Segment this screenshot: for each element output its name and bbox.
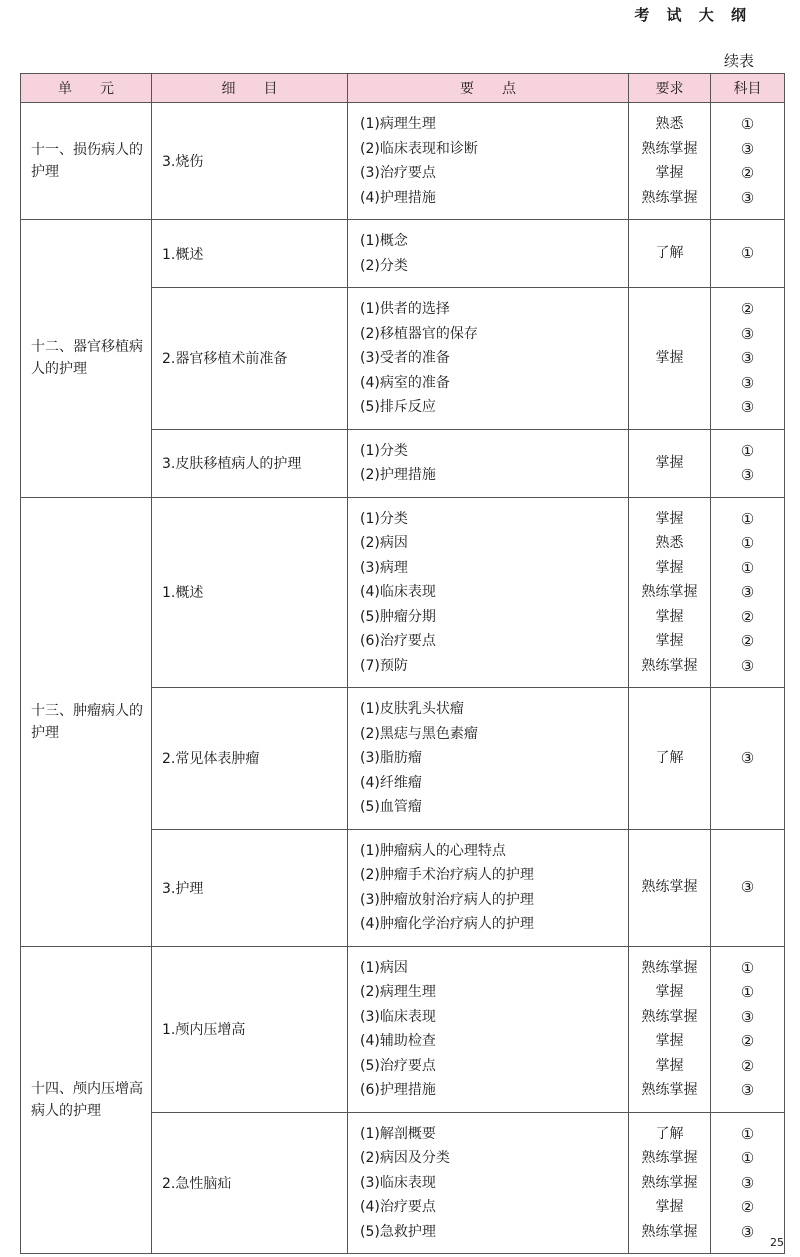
page-number: 25: [770, 1236, 784, 1249]
points-cell-line: (1)解剖概要: [360, 1125, 436, 1142]
points-cell: [348, 1112, 629, 1254]
item-cell: 3.护理: [152, 829, 348, 946]
points-cell-line: (7)预防: [360, 657, 408, 674]
points-cell-line: (5)治疗要点: [360, 1057, 436, 1074]
header-subject: [711, 74, 785, 103]
points-cell-line: (1)病因: [360, 959, 408, 976]
subject-cell: [711, 829, 785, 946]
table-header-row: [21, 74, 785, 103]
subject-cell-line: ①: [740, 534, 755, 552]
header-item: [152, 74, 348, 103]
subject-cell-line: ③: [740, 466, 755, 484]
points-cell: [348, 497, 629, 688]
requirement-cell-line: 熟练掌握: [641, 1082, 698, 1098]
subject-cell-line: ③: [740, 1173, 755, 1192]
subject-cell-line: ①: [740, 509, 755, 528]
table-row: [21, 497, 785, 688]
points-cell-line: (2)病因: [360, 535, 408, 551]
points-cell-line: (1)皮肤乳头状瘤: [360, 701, 464, 717]
subject-cell-line: ③: [740, 373, 755, 392]
points-cell-line: (3)临床表现: [360, 1174, 436, 1191]
requirement-cell-line: 掌握: [655, 559, 684, 576]
points-cell: [348, 829, 629, 946]
requirement-cell-line: 熟练掌握: [641, 959, 698, 976]
requirement-cell: [629, 103, 711, 220]
requirement-cell: [629, 497, 711, 688]
points-cell-line: (3)受者的准备: [360, 350, 450, 366]
subject-cell-line: ③: [740, 656, 755, 675]
unit-cell: 十三、肿瘤病人的护理: [21, 497, 152, 946]
header-item-label: 细 目: [221, 81, 278, 97]
unit-cell: 十一、损伤病人的护理: [21, 103, 152, 220]
header-points: [348, 74, 629, 103]
points-cell-line: (5)排斥反应: [360, 399, 436, 415]
points-cell-line: (3)病理: [360, 559, 408, 576]
points-cell-line: (4)病室的准备: [360, 374, 450, 391]
points-cell-line: (2)护理措施: [360, 467, 436, 483]
subject-cell-line: ③: [740, 878, 755, 897]
points-cell-line: (2)分类: [360, 257, 408, 274]
requirement-cell-line: 熟练掌握: [641, 657, 698, 674]
header-title: 考 试 大 纲: [634, 6, 752, 24]
requirement-cell-line: 熟练掌握: [641, 1223, 698, 1240]
subject-cell-line: ③: [740, 139, 755, 158]
table-row: [21, 220, 785, 288]
points-cell-line: (4)护理措施: [360, 189, 436, 206]
subject-cell: [711, 288, 785, 430]
requirement-cell-line: 掌握: [655, 454, 684, 471]
requirement-cell-line: 熟练掌握: [641, 584, 698, 600]
subject-cell-line: ①: [740, 115, 755, 133]
points-cell-line: (5)急救护理: [360, 1223, 436, 1240]
points-cell-line: (4)治疗要点: [360, 1199, 436, 1215]
item-cell: 1.概述: [152, 497, 348, 688]
requirement-cell-line: 掌握: [655, 350, 684, 366]
requirement-cell-line: 掌握: [655, 633, 684, 649]
points-cell-line: (1)分类: [360, 442, 408, 459]
unit-cell: 十二、器官移植病人的护理: [21, 220, 152, 498]
subject-cell-line: ②: [740, 300, 755, 318]
requirement-cell-line: 掌握: [655, 510, 684, 527]
item-cell: 1.概述: [152, 220, 348, 288]
header-unit: [21, 74, 152, 103]
requirement-cell: [629, 946, 711, 1112]
subject-cell-line: ②: [740, 607, 755, 626]
points-cell-line: (5)血管瘤: [360, 799, 422, 815]
subject-cell-line: ②: [740, 632, 755, 650]
subject-cell: [711, 429, 785, 497]
requirement-cell-line: 熟练掌握: [641, 1174, 698, 1191]
points-cell-line: (3)临床表现: [360, 1008, 436, 1025]
subject-cell-line: ③: [740, 349, 755, 367]
requirement-cell: [629, 220, 711, 288]
subject-cell-line: ①: [740, 1149, 755, 1167]
points-cell-line: (2)病因及分类: [360, 1150, 450, 1166]
requirement-cell-line: 熟悉: [655, 535, 684, 551]
subject-cell-line: ③: [740, 188, 755, 207]
points-cell-line: (1)概念: [360, 233, 408, 249]
subject-cell-line: ②: [740, 164, 755, 182]
requirement-cell: [629, 1112, 711, 1254]
points-cell: [348, 946, 629, 1112]
requirement-cell-line: 掌握: [655, 984, 684, 1000]
subject-cell-line: ③: [740, 749, 755, 767]
points-cell-line: (5)肿瘤分期: [360, 608, 436, 625]
subject-cell-line: ②: [740, 1056, 755, 1075]
unit-cell: 十四、颅内压增高病人的护理: [21, 946, 152, 1254]
points-cell-line: (3)肿瘤放射治疗病人的护理: [360, 891, 534, 908]
subject-cell-line: ③: [740, 398, 755, 416]
subject-cell: [711, 497, 785, 688]
subject-cell-line: ①: [740, 958, 755, 977]
requirement-cell-line: 了解: [655, 750, 684, 766]
subject-cell-line: ③: [740, 1007, 755, 1026]
subject-cell: [711, 1112, 785, 1254]
subject-cell-line: ①: [740, 1124, 755, 1143]
subject-cell-line: ③: [740, 1081, 755, 1099]
points-cell: [348, 429, 629, 497]
points-cell-line: (2)黑痣与黑色素瘤: [360, 725, 478, 742]
points-cell-line: (1)供者的选择: [360, 301, 450, 317]
syllabus-table: [20, 73, 785, 1254]
subject-cell: [711, 946, 785, 1112]
item-cell: 2.常见体表肿瘤: [152, 688, 348, 830]
item-cell: 3.皮肤移植病人的护理: [152, 429, 348, 497]
requirement-cell-line: 了解: [655, 1125, 684, 1142]
requirement-cell-line: 掌握: [655, 1057, 684, 1074]
item-cell: 2.急性脑疝: [152, 1112, 348, 1254]
item-cell: 3.烧伤: [152, 103, 348, 220]
points-cell: [348, 103, 629, 220]
subject-cell-line: ①: [740, 244, 755, 263]
requirement-cell: [629, 288, 711, 430]
header-points-label: 要 点: [460, 81, 516, 97]
requirement-cell: [629, 829, 711, 946]
requirement-cell-line: 掌握: [655, 165, 684, 181]
points-cell-line: (4)辅助检查: [360, 1033, 436, 1049]
header-unit-label: 单 元: [58, 81, 114, 97]
subject-cell-line: ③: [740, 324, 755, 343]
requirement-cell-line: 熟练掌握: [641, 1008, 698, 1025]
points-cell: [348, 220, 629, 288]
points-cell: [348, 688, 629, 830]
points-cell-line: (1)分类: [360, 510, 408, 527]
requirement-cell-line: 熟练掌握: [641, 1150, 698, 1166]
points-cell-line: (4)肿瘤化学治疗病人的护理: [360, 916, 534, 932]
item-cell: 1.颅内压增高: [152, 946, 348, 1112]
continued-label: 续表: [723, 52, 754, 70]
points-cell-line: (4)临床表现: [360, 584, 436, 600]
points-cell-line: (6)护理措施: [360, 1082, 436, 1098]
table-body: [21, 103, 785, 1254]
points-cell-line: (6)治疗要点: [360, 633, 436, 649]
requirement-cell-line: 熟练掌握: [641, 189, 698, 206]
subject-cell-line: ①: [740, 558, 755, 577]
points-cell-line: (1)肿瘤病人的心理特点: [360, 842, 506, 859]
header-requirement: [629, 74, 711, 103]
points-cell-line: (2)移植器官的保存: [360, 325, 478, 342]
points-cell-line: (3)治疗要点: [360, 165, 436, 181]
header-subject-label: 科目: [733, 81, 762, 97]
subject-cell-line: ②: [740, 1032, 755, 1050]
points-cell-line: (4)纤维瘤: [360, 774, 422, 791]
subject-cell-line: ③: [740, 583, 755, 601]
requirement-cell-line: 掌握: [655, 1033, 684, 1049]
subject-cell: [711, 688, 785, 830]
subject-cell-line: ③: [740, 1222, 755, 1241]
requirement-cell-line: 熟练掌握: [641, 879, 698, 896]
points-cell-line: (2)病理生理: [360, 984, 436, 1000]
requirement-cell: [629, 688, 711, 830]
points-cell-line: (3)脂肪瘤: [360, 750, 422, 766]
subject-cell: [711, 103, 785, 220]
points-cell-line: (1)病理生理: [360, 116, 436, 132]
subject-cell-line: ①: [740, 441, 755, 460]
points-cell-line: (2)临床表现和诊断: [360, 140, 478, 157]
requirement-cell-line: 了解: [655, 245, 684, 262]
header-requirement-label: 要求: [655, 81, 684, 97]
requirement-cell-line: 掌握: [655, 608, 684, 625]
requirement-cell: [629, 429, 711, 497]
table-row: [21, 103, 785, 220]
subject-cell-line: ②: [740, 1198, 755, 1216]
requirement-cell-line: 掌握: [655, 1199, 684, 1215]
item-cell: 2.器官移植术前准备: [152, 288, 348, 430]
subject-cell-line: ①: [740, 983, 755, 1001]
requirement-cell-line: 熟练掌握: [641, 140, 698, 157]
points-cell-line: (2)肿瘤手术治疗病人的护理: [360, 867, 534, 883]
table-row: [21, 946, 785, 1112]
subject-cell: [711, 220, 785, 288]
points-cell: [348, 288, 629, 430]
requirement-cell-line: 熟悉: [655, 116, 684, 132]
